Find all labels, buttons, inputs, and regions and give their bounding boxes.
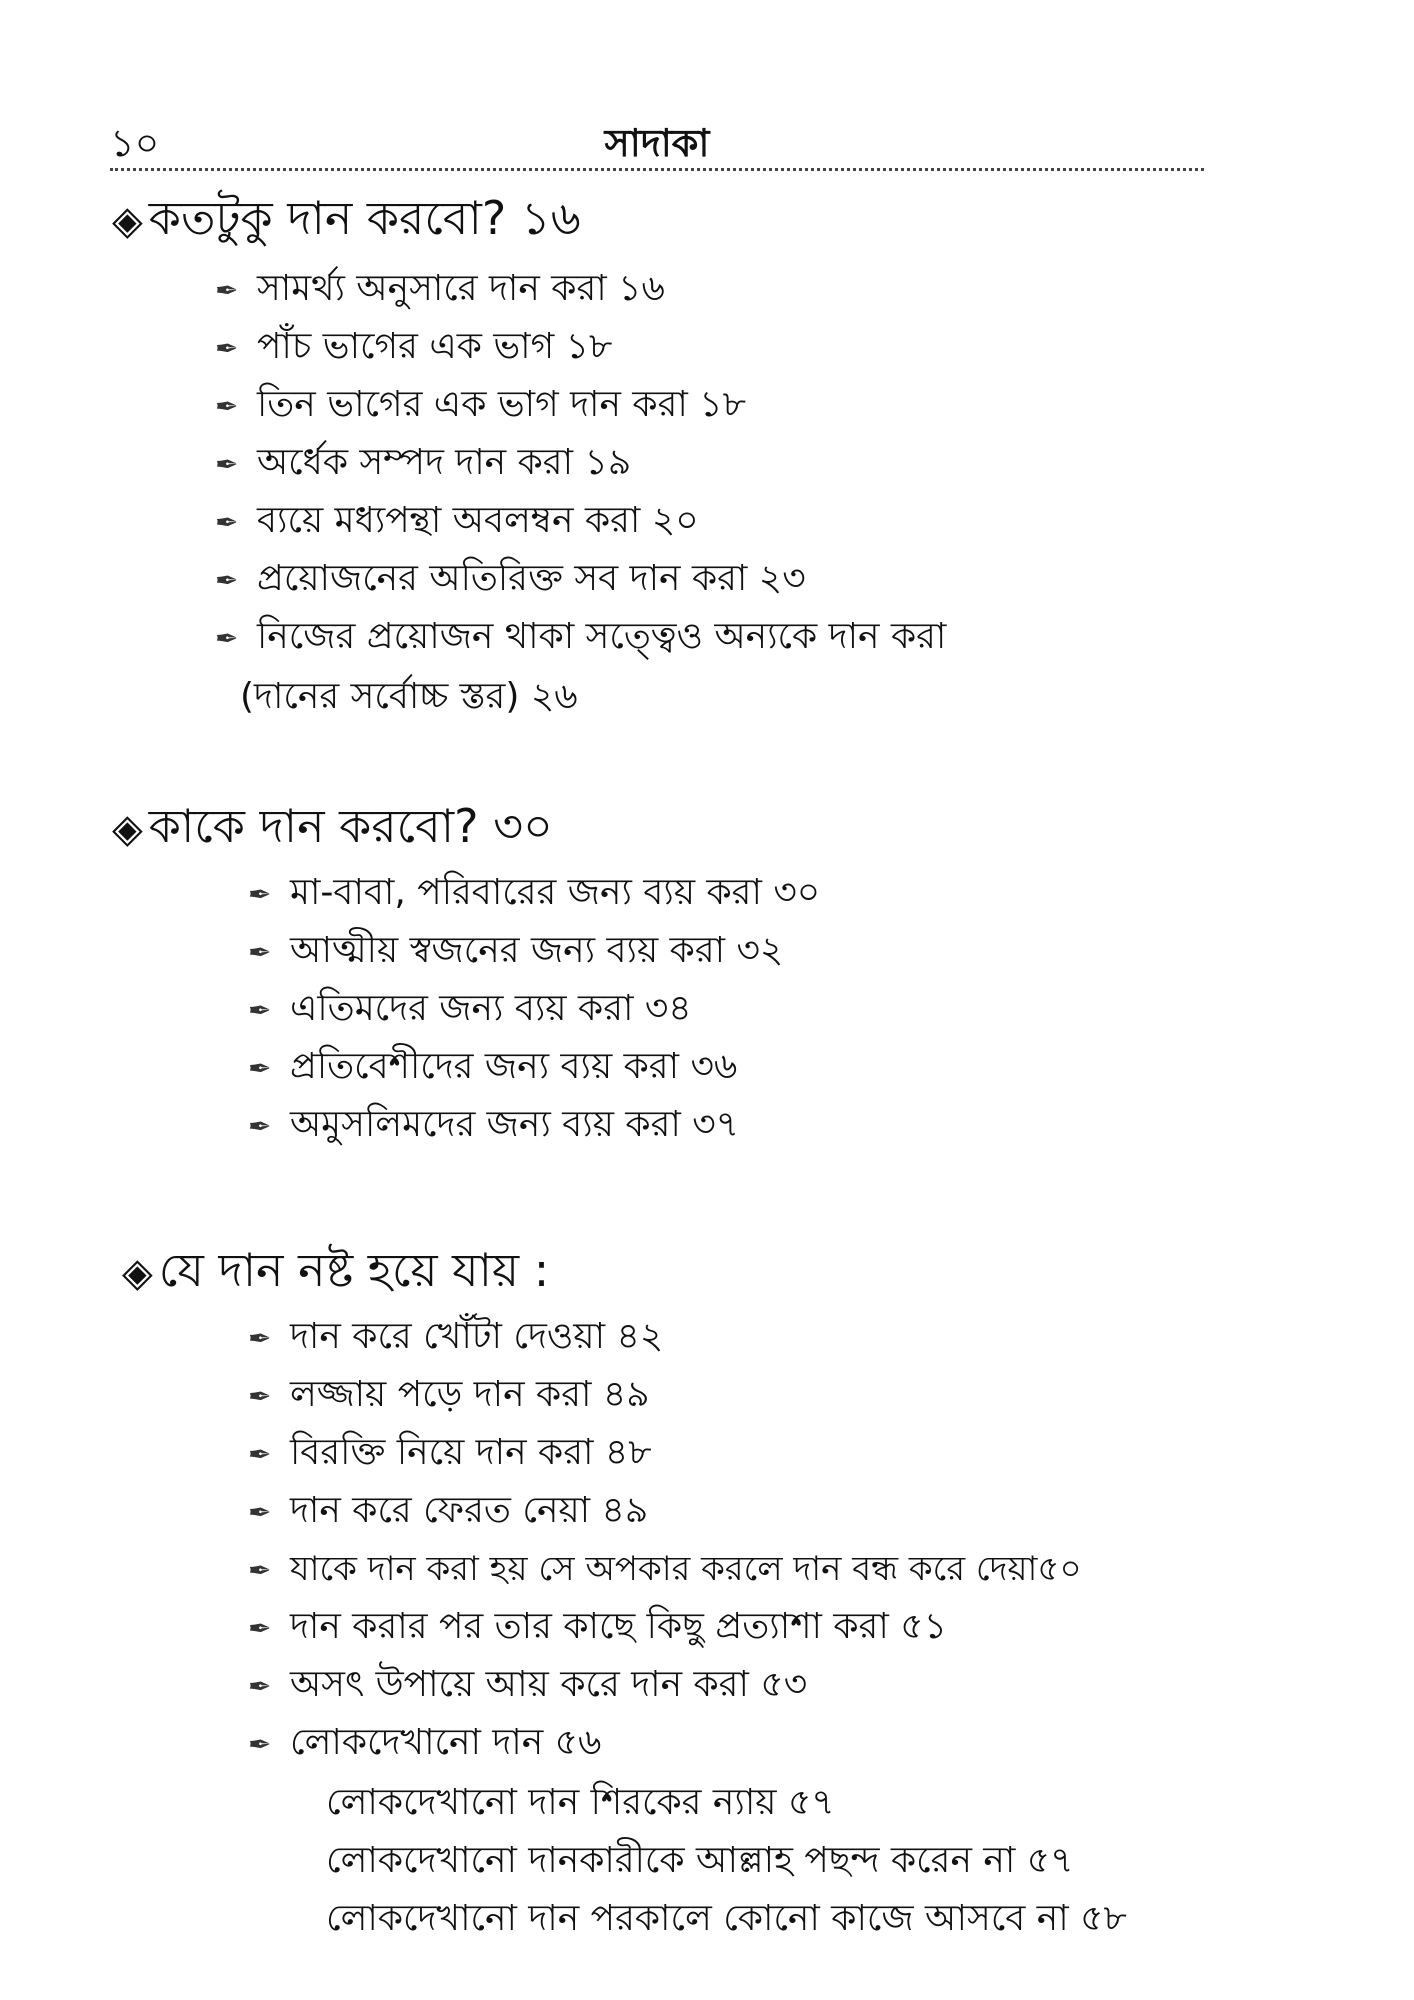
section-title: কতটুকু দান করবো? ১৬ bbox=[148, 191, 581, 245]
quill-icon: ✒ bbox=[215, 274, 239, 307]
toc-item: ✒ অর্ধেক সম্পদ দান করা ১৯ bbox=[215, 438, 631, 490]
toc-item: ✒ লোকদেখানো দান ৫৬ bbox=[248, 1718, 601, 1770]
diamond-icon: ◈ bbox=[122, 1250, 153, 1296]
section-heading-wasted bbox=[122, 1240, 549, 1303]
toc-item: ✒ অমুসলিমদের জন্য ব্যয় করা ৩৭ bbox=[248, 1100, 739, 1152]
quill-icon: ✒ bbox=[248, 1380, 272, 1413]
toc-item: ✒ বিরক্তি নিয়ে দান করা ৪৮ bbox=[248, 1428, 652, 1480]
toc-item: ✒ নিজের প্রয়োজন থাকা সত্ত্বেও অন্যকে দান করা bbox=[215, 612, 946, 664]
section-heading-whom bbox=[112, 796, 553, 859]
quill-icon: ✒ bbox=[248, 936, 272, 969]
quill-icon: ✒ bbox=[248, 1496, 272, 1529]
diamond-icon: ◈ bbox=[112, 806, 143, 852]
toc-item: ✒ এতিমদের জন্য ব্যয় করা ৩৪ bbox=[248, 984, 692, 1036]
quill-icon: ✒ bbox=[215, 448, 239, 481]
toc-item: ✒ প্রয়োজনের অতিরিক্ত সব দান করা ২৩ bbox=[215, 554, 806, 606]
quill-icon: ✒ bbox=[215, 506, 239, 539]
quill-icon: ✒ bbox=[248, 1612, 272, 1645]
toc-item: ✒ লজ্জায় পড়ে দান করা ৪৯ bbox=[248, 1370, 650, 1422]
toc-item: ✒ যাকে দান করা হয় সে অপকার করলে দান বন্ধ করে দেয়া৫০ bbox=[248, 1544, 1082, 1596]
section-title: কাকে দান করবো? ৩০ bbox=[148, 799, 553, 853]
section-heading-how-much bbox=[112, 188, 581, 251]
toc-item-continuation: (দানের সর্বোচ্চ স্তর) ২৬ bbox=[240, 676, 578, 717]
page-header bbox=[110, 112, 1204, 171]
toc-item: ✒ অসৎ উপায়ে আয় করে দান করা ৫৩ bbox=[248, 1660, 807, 1712]
quill-icon: ✒ bbox=[248, 1438, 272, 1471]
toc-item: ✒ তিন ভাগের এক ভাগ দান করা ১৮ bbox=[215, 380, 746, 432]
quill-icon: ✒ bbox=[215, 390, 239, 423]
toc-item: ✒ আত্মীয় স্বজনের জন্য ব্যয় করা ৩২ bbox=[248, 926, 783, 978]
quill-icon: ✒ bbox=[215, 332, 239, 365]
page-number: ১০ bbox=[110, 121, 160, 165]
quill-icon: ✒ bbox=[215, 622, 239, 655]
diamond-icon: ◈ bbox=[112, 198, 143, 244]
toc-item: ✒ দান করে ফেরত নেয়া ৪৯ bbox=[248, 1486, 648, 1538]
quill-icon: ✒ bbox=[248, 1322, 272, 1355]
section-title: যে দান নষ্ট হয়ে যায় : bbox=[158, 1243, 550, 1297]
toc-item: ✒ দান করে খোঁটা দেওয়া ৪২ bbox=[248, 1312, 663, 1364]
toc-item: ✒ ব্যয়ে মধ্যপন্থা অবলম্বন করা ২০ bbox=[215, 496, 699, 548]
toc-subitem: লোকদেখানো দান শিরকের ন্যায় ৫৭ bbox=[326, 1782, 835, 1823]
quill-icon: ✒ bbox=[248, 1052, 272, 1085]
quill-icon: ✒ bbox=[215, 564, 239, 597]
toc-subitem: লোকদেখানো দান পরকালে কোনো কাজে আসবে না ৫৮ bbox=[326, 1898, 1127, 1939]
toc-subitem: লোকদেখানো দানকারীকে আল্লাহ পছন্দ করেন না ৫৭ bbox=[326, 1840, 1074, 1881]
toc-item: ✒ মা-বাবা, পরিবারের জন্য ব্যয় করা ৩০ bbox=[248, 868, 820, 920]
quill-icon: ✒ bbox=[248, 878, 272, 911]
quill-icon: ✒ bbox=[248, 994, 272, 1027]
quill-icon: ✒ bbox=[248, 1110, 272, 1143]
running-title: সাদাকা bbox=[604, 121, 710, 165]
toc-item: ✒ সামর্থ্য অনুসারে দান করা ১৬ bbox=[215, 264, 665, 316]
quill-icon: ✒ bbox=[248, 1728, 272, 1761]
toc-item: ✒ প্রতিবেশীদের জন্য ব্যয় করা ৩৬ bbox=[248, 1042, 737, 1094]
quill-icon: ✒ bbox=[248, 1554, 272, 1587]
toc-item: ✒ পাঁচ ভাগের এক ভাগ ১৮ bbox=[215, 322, 612, 374]
quill-icon: ✒ bbox=[248, 1670, 272, 1703]
toc-item: ✒ দান করার পর তার কাছে কিছু প্রত্যাশা করা ৫১ bbox=[248, 1602, 947, 1654]
